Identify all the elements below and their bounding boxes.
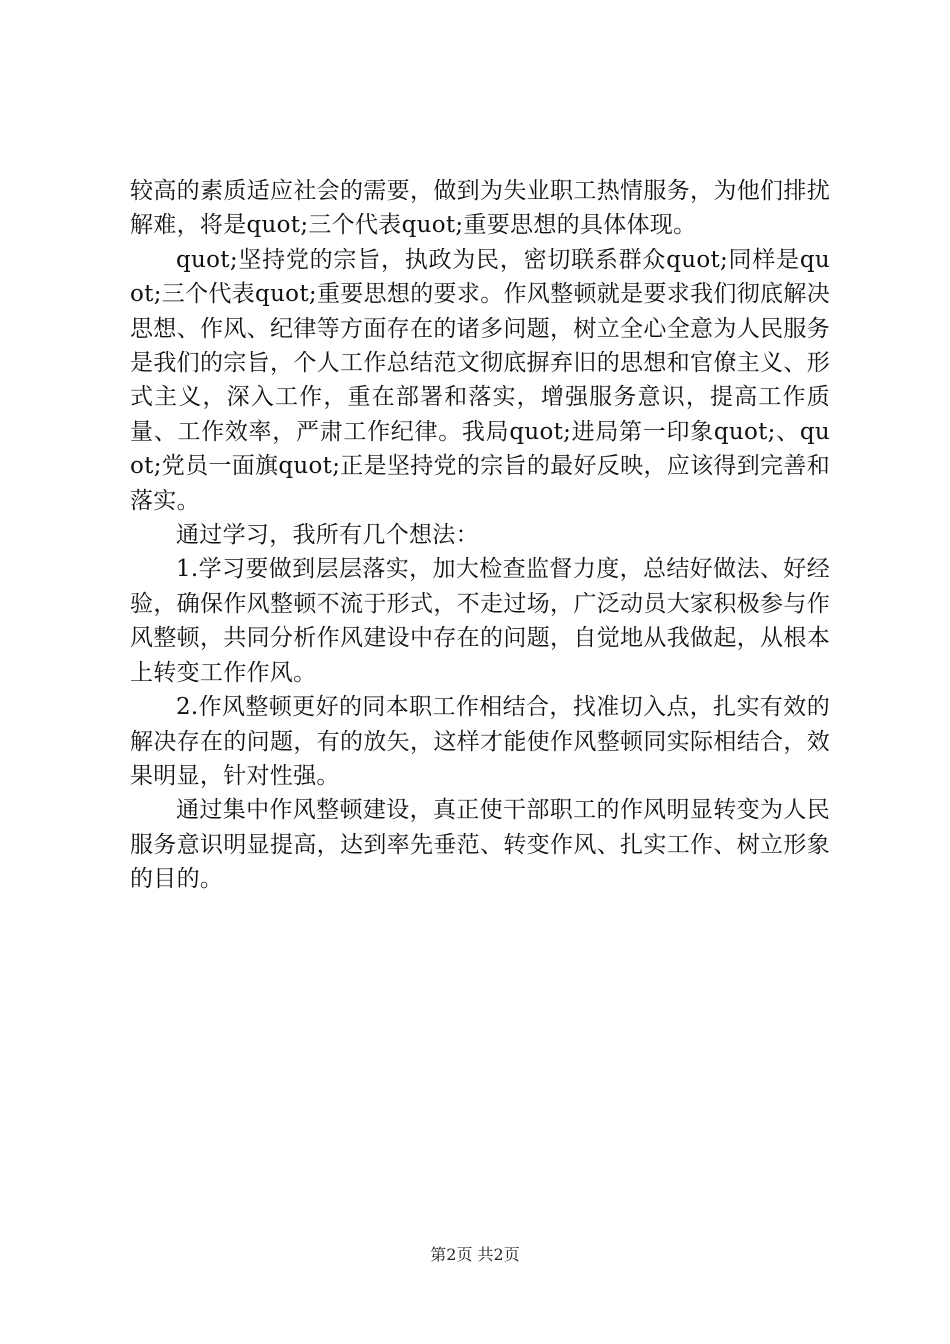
paragraph-party-purpose: quot;坚持党的宗旨，执政为民，密切联系群众quot;同样是quot;三个代表quot;重要思想的要求。作风整顿就是要求我们彻底解决思想、作风、纪律等方面存在的诸多问题，树立全心全意为人民服务是我们的宗旨，个人工作总结范文彻底摒弃旧的思想和官僚主义、形式主义，深入工作，重在部署和落实，增强服务意识，提高工作质量、工作效率，严肃工作纪律。我局quot;进局第一印象quot;、quot;党员一面旗quot;正是坚持党的宗旨的最好反映，应该得到完善和落实。 xyxy=(130,246,830,514)
paragraph-point-2: 2.作风整顿更好的同本职工作相结合，找准切入点，扎实有效的解决存在的问题，有的放矢，这样才能使作风整顿同实际相结合，效果明显，针对性强。 xyxy=(130,694,830,789)
paragraph-thoughts-intro: 通过学习，我所有几个想法： xyxy=(176,522,479,549)
page-number-footer: 第2页 共2页 xyxy=(430,1245,520,1264)
paragraph-conclusion: 通过集中作风整顿建设，真正使干部职工的作风明显转变为人民服务意识明显提高，达到率先垂范、转变作风、扎实工作、树立形象的目的。 xyxy=(130,797,830,893)
paragraph-continuation: 较高的素质适应社会的需要，做到为失业职工热情服务，为他们排扰解难，将是quot;三个代表quot;重要思想的具体体现。 xyxy=(130,178,830,239)
document-body xyxy=(130,174,830,897)
paragraph-point-1: 1.学习要做到层层落实，加大检查监督力度，总结好做法、好经验，确保作风整顿不流于形式，不走过场，广泛动员大家积极参与作风整顿，共同分析作风建设中存在的问题，自觉地从我做起，从根本上转变工作作风。 xyxy=(130,556,830,686)
